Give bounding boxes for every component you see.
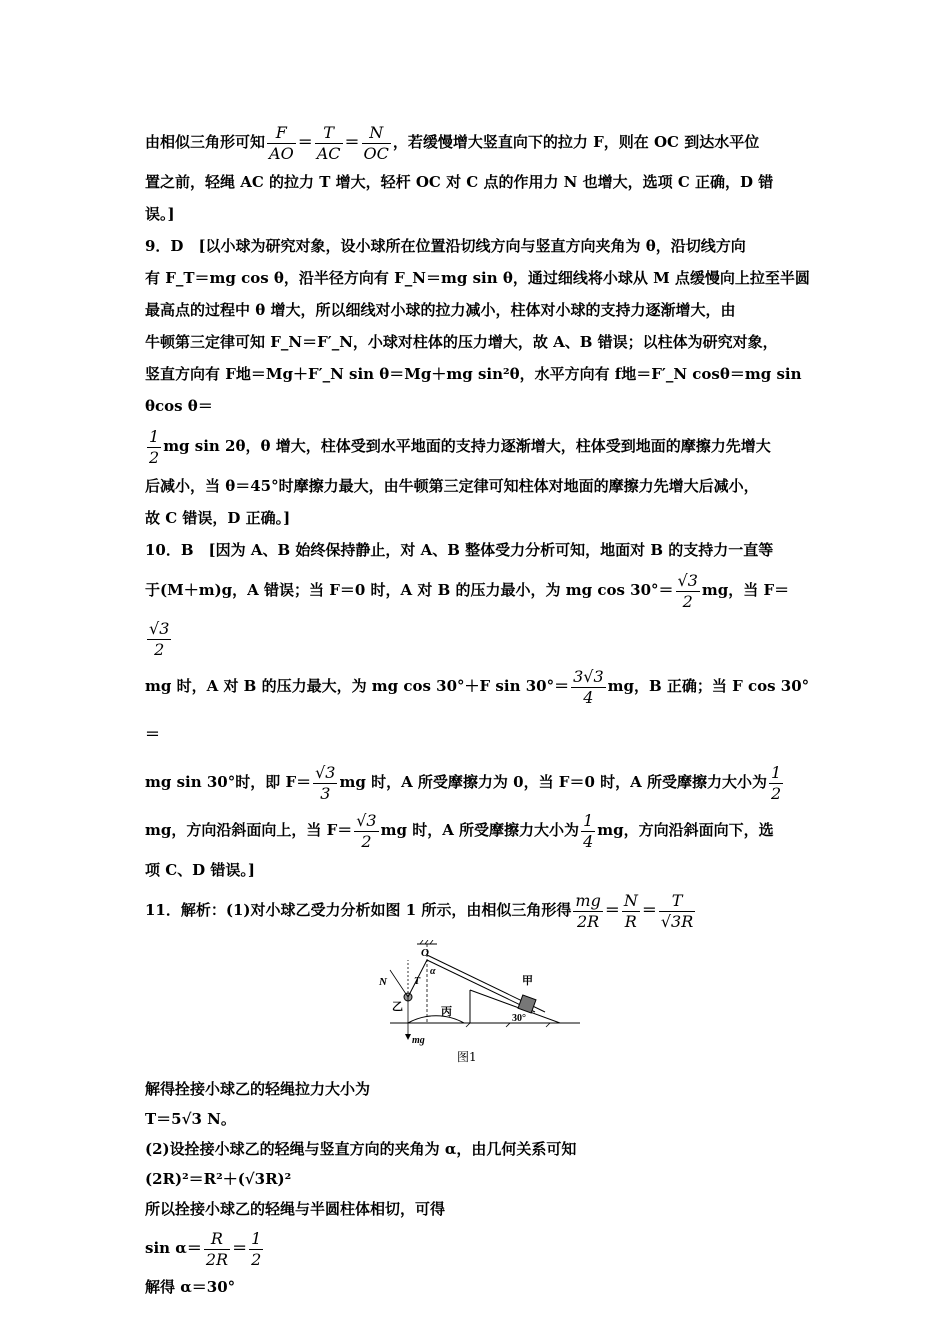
- half-cylinder: [408, 1016, 464, 1023]
- answer-11-line: (2R)²＝R²＋(√3R)²: [145, 1170, 292, 1188]
- fraction: $\frac{1}{4}$: [583, 810, 594, 851]
- answer-10-line: mg，方向沿斜面向上，当 F＝ $\frac{√3}{2}$ mg 时，A 所受摩擦力大小为 $\frac{1}{4}$ mg，方向沿斜面向下，选: [145, 810, 774, 851]
- label-alpha: α: [430, 966, 436, 977]
- answer-9-line: 后减小，当 θ＝45°时摩擦力最大，由牛顿第三定律可知柱体对地面的摩擦力先增大后减小，: [145, 477, 759, 495]
- text-line: 置之前，轻绳 AC 的拉力 T 增大，轻杆 OC 对 C 点的作用力 N 也增大，选项 C 正确，D 错: [145, 173, 774, 191]
- fraction: $\frac{N}{R}$: [623, 890, 638, 931]
- fraction: $\frac{mg}{2R}$: [575, 890, 601, 931]
- answer-11-line: 11．解析：(1)对小球乙受力分析如图 1 所示，由相似三角形得 $\frac{mg}{2R}$ ＝ $\frac{N}{R}$ ＝ $\frac{T}{√3R}$: [145, 890, 694, 931]
- fraction: $\frac{1}{2}$: [770, 762, 782, 803]
- answer-10-line: 于(M＋m)g，A 错误；当 F＝0 时，A 对 B 的压力最小，为 mg cos 30°＝ $\frac{√3}{2}$ mg，当 F＝ $\frac{√3}{2}$: [145, 570, 790, 659]
- label-bing: 丙: [441, 1005, 452, 1018]
- answer-9-line: 有 F_T＝mg cos θ，沿半径方向有 F_N＝mg sin θ，通过细线将小球从 M 点缓慢向上拉至半圆: [145, 269, 810, 287]
- fraction: $\frac{√3}{2}$: [677, 570, 698, 611]
- text-line: 误。]: [145, 205, 175, 223]
- answer-11-line: T＝5√3 N。: [145, 1110, 236, 1128]
- fraction: $\frac{T}{AC}$: [316, 122, 341, 163]
- label-mg: mg: [412, 1035, 425, 1046]
- answer-9-line: 竖直方向有 F地＝Mg＋F′_N sin θ＝Mg＋mg sin²θ，水平方向有 f地＝F′_N cosθ＝mg sin θcos θ＝: [145, 365, 802, 415]
- answer-11-line: 解得 α＝30°: [145, 1278, 236, 1296]
- answer-9-line: 牛顿第三定律可知 F_N＝F′_N，小球对柱体的压力增大，故 A、B 错误；以柱体为研究对象，: [145, 333, 778, 351]
- text: 由相似三角形可知: [145, 133, 266, 151]
- fraction: $\frac{T}{√3R}$: [660, 890, 694, 931]
- answer-10-line: mg sin 30°时，即 F＝ $\frac{√3}{3}$ mg 时，A 所受摩擦力为 0，当 F＝0 时，A 所受摩擦力大小为 $\frac{1}{2}$: [145, 762, 782, 803]
- answer-9-line: $\frac{1}{2}$ mg sin 2θ，θ 增大，柱体受到水平地面的支持力逐渐增大，柱体受到地面的摩擦力先增大: [149, 426, 771, 467]
- label-O: O: [421, 947, 429, 959]
- answer-11-line: 所以拴接小球乙的轻绳与半圆柱体相切，可得: [145, 1200, 446, 1218]
- block-jia: [518, 995, 536, 1013]
- figure-caption: 图1: [457, 1050, 477, 1064]
- T-arrow: [390, 970, 408, 997]
- fraction: $\frac{1}{2}$: [149, 426, 160, 467]
- label-jia: 甲: [522, 974, 533, 987]
- force-diagram: [370, 940, 590, 1052]
- figure-1: [145, 940, 810, 1070]
- label-angle: 30°: [512, 1013, 526, 1024]
- answer-9-line: 故 C 错误，D 正确。]: [145, 509, 291, 527]
- answer-10-line: 10．B [因为 A、B 始终保持静止，对 A、B 整体受力分析可知，地面对 B 的支持力一直等: [145, 541, 774, 559]
- answer-9-line: 9．D [以小球为研究对象，设小球所在位置沿切线方向与竖直方向夹角为 θ，沿切线方向: [145, 237, 746, 255]
- fraction: $\frac{F}{AO}$: [269, 122, 294, 163]
- fraction: $\frac{√3}{2}$: [149, 618, 170, 659]
- answer-11-line: 解得拴接小球乙的轻绳拉力大小为: [145, 1080, 371, 1098]
- answer-page: [145, 118, 810, 1302]
- answer-9-line: 最高点的过程中 θ 增大，所以细线对小球的拉力减小，柱体对小球的支持力逐渐增大，由: [145, 301, 736, 319]
- label-yi: 乙: [392, 1000, 403, 1013]
- fraction: $\frac{R}{2R}$: [205, 1228, 229, 1269]
- answer-11-line: (2)设拴接小球乙的轻绳与竖直方向的夹角为 α，由几何关系可知: [145, 1140, 577, 1158]
- label-N: N: [379, 976, 387, 988]
- fraction: $\frac{N}{OC}$: [363, 122, 389, 163]
- fraction: $\frac{√3}{3}$: [315, 762, 336, 803]
- fraction: $\frac{3√3}{4}$: [573, 666, 604, 707]
- fraction: $\frac{√3}{2}$: [356, 810, 377, 851]
- paragraph-8-conclusion: 由相似三角形可知 $\frac{F}{AO}$ ＝ $\frac{T}{AC}$ ＝ $\frac{N}{OC}$ ，若缓慢增大竖直向下的拉力 F，则在 OC 到达水平位: [145, 122, 760, 163]
- answer-11-line: sin α＝ $\frac{R}{2R}$ ＝ $\frac{1}{2}$: [145, 1228, 262, 1269]
- answer-10-line: 项 C、D 错误。]: [145, 861, 255, 879]
- fraction: $\frac{1}{2}$: [251, 1228, 262, 1269]
- label-T: T: [414, 976, 421, 987]
- answer-10-line: mg 时，A 对 B 的压力最大，为 mg cos 30°＋F sin 30°＝ $\frac{3√3}{4}$ mg，B 正确；当 F cos 30°＝: [145, 666, 810, 743]
